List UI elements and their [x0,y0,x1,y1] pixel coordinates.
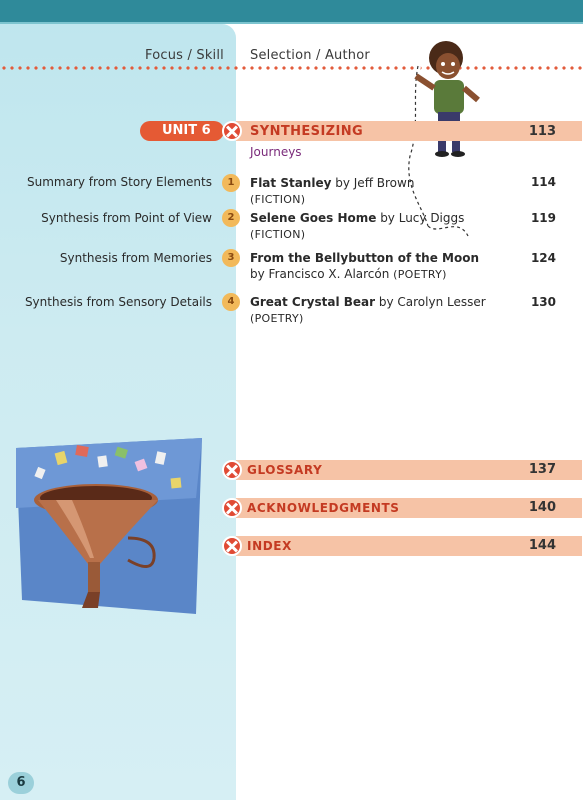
index-page: 144 [528,538,556,553]
lesson-author: by Lucy Diggs [376,211,465,225]
lesson-page: 119 [530,211,556,225]
starburst-icon [222,498,242,518]
lesson-page: 130 [530,295,556,309]
lesson-number: 1 [222,174,240,192]
lesson-genre: (POETRY) [250,312,304,325]
unit-title: SYNTHESIZING [250,124,364,139]
lesson-number: 3 [222,249,240,267]
lesson-selection[interactable] [250,210,510,243]
lesson-genre: (POETRY) [389,268,447,281]
lesson-skill: Synthesis from Point of View [41,211,212,225]
lesson-genre: (FICTION) [250,193,306,206]
starburst-icon [222,536,242,556]
lesson-skill: Synthesis from Sensory Details [24,295,212,309]
lesson-page: 114 [530,175,556,189]
lesson-selection[interactable] [250,175,510,208]
lesson-selection[interactable] [250,250,510,283]
lesson-number: 4 [222,293,240,311]
funnel-illustration [16,438,202,614]
unit-page: 113 [528,124,556,139]
selection-author-header: Selection / Author [250,48,370,63]
index-title[interactable]: INDEX [247,539,292,553]
lesson-title: Flat Stanley [250,176,332,190]
lesson-title: From the Bellybutton of the Moon [250,251,479,265]
lesson-author: by Francisco X. Alarcón [250,267,390,281]
lesson-selection[interactable] [250,294,510,327]
acknowledgments-title[interactable]: ACKNOWLEDGMENTS [247,501,400,515]
starburst-icon [222,121,242,141]
lesson-skill: Summary from Story Elements [27,175,212,189]
lesson-number: 2 [222,209,240,227]
lesson-genre: (FICTION) [250,228,306,241]
unit-subtitle: Journeys [250,145,302,159]
lesson-page: 124 [530,251,556,265]
lesson-title: Great Crystal Bear [250,295,376,309]
lesson-skill: Synthesis from Memories [59,251,212,265]
top-bar [0,0,583,22]
lesson-author: by Jeff Brown [331,176,415,190]
lesson-author: by Carolyn Lesser [375,295,486,309]
acknowledgments-page: 140 [528,500,556,515]
lesson-title: Selene Goes Home [250,211,377,225]
focus-skill-header: Focus / Skill [145,48,224,63]
glossary-title[interactable]: GLOSSARY [247,463,323,477]
starburst-icon [222,460,242,480]
glossary-page: 137 [528,462,556,477]
page-number: 6 [8,772,34,794]
unit-label: UNIT 6 [140,121,224,141]
